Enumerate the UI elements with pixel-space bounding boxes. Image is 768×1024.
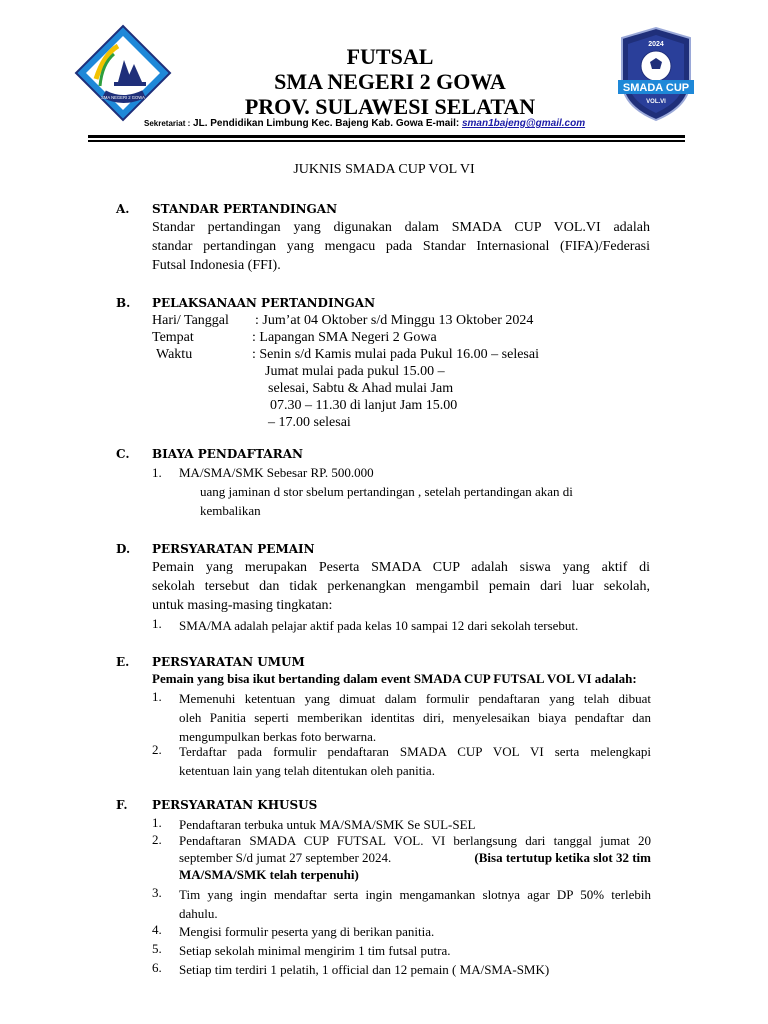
- special-req-text: Mengisi formulir peserta yang di berikan panitia.: [179, 924, 435, 939]
- schedule-time-line: – 17.00 selesai: [268, 415, 351, 430]
- general-req-item: [179, 689, 651, 746]
- special-req-item: [179, 832, 651, 883]
- fee-item-number: 1.: [152, 465, 162, 480]
- header-divider-thin: [88, 140, 685, 142]
- section-d-line: sekolah tersebut dan tidak perkenangkan mengambil pemain dari luar sekolah,: [152, 579, 650, 594]
- general-req-line: Terdaftar pada formulir pendaftaran SMADA CUP VOL VI serta melengkapi: [179, 744, 651, 759]
- secretariat-label: Sekretariat :: [144, 119, 191, 128]
- section-f-heading: PERSYARATAN KHUSUS: [152, 798, 318, 812]
- smada-cup-logo-year: 2024: [648, 41, 664, 48]
- section-d-body: [152, 558, 650, 615]
- schedule-time-line: Jumat mulai pada pukul 15.00 –: [265, 364, 445, 379]
- general-req-line: ketentuan lain yang telah ditentukan oleh panitia.: [179, 763, 435, 778]
- section-f-letter: F.: [116, 798, 128, 812]
- schedule-place-value: : Lapangan SMA Negeri 2 Gowa: [252, 330, 437, 345]
- section-d-line: untuk masing-masing tingkatan:: [152, 598, 333, 613]
- fee-item-text: MA/SMA/SMK Sebesar RP. 500.000: [179, 465, 374, 480]
- section-b-letter: B.: [116, 296, 131, 310]
- general-req-line: mengumpulkan berkas foto berwarna.: [179, 729, 377, 744]
- section-b-heading: PELAKSANAAN PERTANDINGAN: [152, 296, 376, 310]
- section-e-heading: PERSYARATAN UMUM: [152, 655, 305, 669]
- schedule-date-value: : Jum’at 04 Oktober s/d Minggu 13 Oktober 2024: [255, 313, 534, 328]
- section-a-line: Standar pertandingan yang digunakan dalam SMADA CUP VOL.VI adalah: [152, 220, 650, 235]
- special-req-number: 6.: [152, 960, 162, 975]
- special-req-item: [179, 885, 651, 923]
- section-c-heading: BIAYA PENDAFTARAN: [152, 447, 303, 461]
- general-req-number: 1.: [152, 689, 162, 704]
- schedule-place-label: Tempat: [152, 330, 194, 345]
- smada-cup-logo: [616, 24, 696, 122]
- general-req-number: 2.: [152, 742, 162, 757]
- slot-note-bold: MA/SMA/SMK telah terpenuhi): [179, 867, 359, 882]
- smada-cup-logo-title: SMADA CUP: [622, 82, 690, 94]
- section-d-heading: PERSYARATAN PEMAIN: [152, 542, 315, 556]
- special-req-text: Pendaftaran terbuka untuk MA/SMA/SMK Se SUL-SEL: [179, 817, 476, 832]
- general-req-line: Memenuhi ketentuan yang dimuat dalam formulir pendaftaran yang telah dibuat: [179, 691, 651, 706]
- secretariat-line: [144, 118, 585, 129]
- special-req-text: Setiap sekolah minimal mengirim 1 tim futsal putra.: [179, 943, 451, 958]
- school-logo: [74, 24, 172, 122]
- player-req-number: 1.: [152, 616, 162, 631]
- special-req-number: 1.: [152, 815, 162, 830]
- schedule-time-line: : Senin s/d Kamis mulai pada Pukul 16.00 – selesai: [252, 347, 539, 362]
- header-divider-thick: [88, 135, 685, 138]
- special-req-number: 5.: [152, 941, 162, 956]
- section-a-body: [152, 218, 650, 275]
- fee-note-line: kembalikan: [200, 503, 261, 518]
- schedule-time-label: Waktu: [156, 347, 193, 362]
- section-e-intro: Pemain yang bisa ikut bertanding dalam event SMADA CUP FUTSAL VOL VI adalah:: [152, 671, 637, 686]
- section-d-line: Pemain yang merupakan Peserta SMADA CUP adalah siswa yang aktif di: [152, 560, 650, 575]
- schedule-time-line: 07.30 – 11.30 di lanjut Jam 15.00: [270, 398, 458, 413]
- special-req-line: Pendaftaran SMADA CUP FUTSAL VOL. VI berlangsung dari tanggal jumat 20: [179, 833, 651, 848]
- schedule-date-label: Hari/ Tanggal: [152, 313, 229, 328]
- special-req-line: dahulu.: [179, 906, 218, 921]
- secretariat-address: JL. Pendidikan Limbung Kec. Bajeng Kab. Gowa E-mail:: [193, 118, 460, 129]
- special-req-text: Setiap tim terdiri 1 pelatih, 1 official dan 12 pemain ( MA/SMA-SMK): [179, 962, 550, 977]
- document-title: JUKNIS SMADA CUP VOL VI: [293, 162, 475, 177]
- registration-period-text: september S/d jumat 27 september 2024.: [179, 850, 392, 865]
- header-title-futsal: FUTSAL: [346, 44, 434, 69]
- player-req-text: SMA/MA adalah pelajar aktif pada kelas 10 sampai 12 dari sekolah tersebut.: [179, 618, 579, 633]
- general-req-item: [179, 742, 651, 780]
- school-logo-text: SMA NEGERI 2 GOWA: [101, 95, 145, 100]
- schedule-time-line: selesai, Sabtu & Ahad mulai Jam: [268, 381, 454, 396]
- section-c-letter: C.: [116, 447, 130, 461]
- section-a-letter: A.: [116, 202, 130, 216]
- fee-note-line: uang jaminan d stor sbelum pertandingan , setelah pertandingan akan di: [200, 484, 573, 499]
- slot-note-bold: (Bisa tertutup ketika slot 32 tim: [474, 850, 651, 865]
- special-req-line: Tim yang ingin mendaftar serta ingin mengamankan slotnya agar DP 50% terlebih: [179, 887, 651, 902]
- special-req-number: 2.: [152, 832, 162, 847]
- header-title-school: SMA NEGERI 2 GOWA: [274, 69, 506, 94]
- header-title-province: PROV. SULAWESI SELATAN: [244, 94, 536, 119]
- special-req-number: 3.: [152, 885, 162, 900]
- section-e-letter: E.: [116, 655, 130, 669]
- section-a-line: standar pertandingan yang mengacu pada Standar Internasional (FIFA)/Federasi: [152, 239, 650, 254]
- section-a-heading: STANDAR PERTANDINGAN: [152, 202, 338, 216]
- general-req-line: oleh Panitia seperti memberikan identitas diri, menyelesaikan biaya pendaftar dan: [179, 710, 651, 725]
- secretariat-email-link[interactable]: sman1bajeng@gmail.com: [461, 118, 586, 129]
- section-a-line: Futsal Indonesia (FFI).: [152, 258, 281, 273]
- special-req-number: 4.: [152, 922, 162, 937]
- smada-cup-logo-vol: VOL.VI: [646, 99, 666, 105]
- section-d-letter: D.: [116, 542, 131, 556]
- special-req-line: [179, 849, 651, 866]
